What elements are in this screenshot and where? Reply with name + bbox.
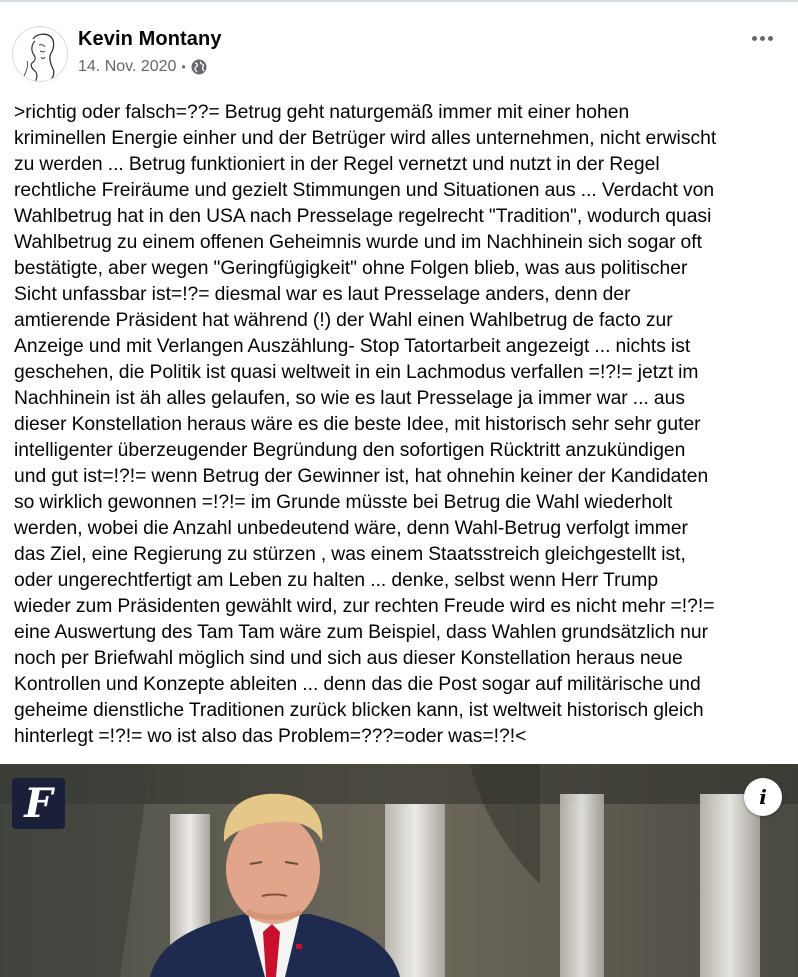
more-dot [768, 36, 773, 41]
post-text-line: noch per Briefwahl möglich sind und sich aus dieser Konstellation heraus neue [14, 648, 683, 669]
post-text-line: Sicht unfassbar ist=!?= diesmal war es laut Presselage anders, denn der [14, 284, 631, 305]
post-text-line: hinterlegt =!?!= wo ist also das Problem=???=oder was=!?!< [14, 726, 527, 747]
post-text-line: eine Auswertung des Tam Tam wäre zum Beispiel, dass Wahlen grundsätzlich nur [14, 622, 709, 643]
post-text-line: das Ziel, eine Regierung zu stürzen , was einem Staatsstreich gleichgestellt ist, [14, 544, 686, 565]
post-text-line: werden, wobei die Anzahl unbedeutend wäre, denn Wahl-Betrug verfolgt immer [14, 518, 688, 539]
author-name[interactable]: Kevin Montany [78, 28, 222, 50]
more-options-button[interactable] [742, 22, 782, 54]
post-text-line: Kontrollen und Konzepte ableiten ... denn das die Post sogar auf militärische und [14, 674, 701, 695]
post-text-line: und gut ist=!?!= wenn Betrug der Gewinner ist, hat ohnehin keiner der Kandidaten [14, 466, 709, 487]
post-text [14, 100, 790, 750]
globe-icon[interactable] [191, 59, 207, 75]
post-text-line: geheime dienstliche Traditionen zurück blicken kann, ist weltweit historisch gleich [14, 700, 704, 721]
post-text-line: Wahlbetrug zu einem offenen Geheimnis wurde und im Nachhinein sich sogar oft [14, 232, 702, 253]
more-dot [760, 36, 765, 41]
link-preview-image[interactable] [0, 764, 798, 977]
post-text-line: dieser Konstellation heraus wäre es die beste Idee, mit historisch sehr sehr guter [14, 414, 701, 435]
meta-separator: • [181, 60, 186, 74]
post-text-line: Wahlbetrug hat in den USA nach Presselage regelrecht "Tradition", wodurch quasi [14, 206, 712, 227]
post-text-line: geschehen, die Politik ist quasi weltweit in ein Lachmodus verfallen =!?!= jetzt im [14, 362, 699, 383]
post-text-line: oder ungerechtfertigt am Leben zu halten ... denke, selbst wenn Herr Trump [14, 570, 659, 591]
post-text-line: so wirklich gewonnen =!?!= im Grunde müsste bei Betrug die Wahl wiederholt [14, 492, 673, 513]
avatar[interactable] [12, 26, 68, 82]
info-button[interactable]: i [744, 778, 782, 816]
post-text-line: zu werden ... Betrug funktioniert in der Regel vernetzt und nutzt in der Regel [14, 154, 660, 175]
post-date[interactable]: 14. Nov. 2020 [78, 58, 177, 75]
post-text-line: bestätigte, aber wegen "Geringfügigkeit" ohne Folgen blieb, was aus politischer [14, 258, 688, 279]
avatar-sketch-icon [13, 27, 68, 82]
post-meta [78, 56, 207, 78]
post-text-line: rechtliche Freiräume und gezielt Stimmungen und Situationen aus ... Verdacht von [14, 180, 715, 201]
post-text-line: >richtig oder falsch=??= Betrug geht naturgemäß immer mit einer hohen [14, 102, 630, 123]
post-text-line: Anzeige und mit Verlangen Auszählung- Stop Tatortarbeit angezeigt ... nichts ist [14, 336, 691, 357]
trump-photo-illustration [0, 764, 798, 977]
post-text-line: wieder zum Präsidenten gewählt wird, zur rechten Freude wird es nicht mehr =!?!= [14, 596, 715, 617]
more-dot [752, 36, 757, 41]
publisher-logo: F [12, 778, 65, 829]
post-text-line: kriminellen Energie einher und der Betrüger wird alles unternehmen, nicht erwischt [14, 128, 717, 149]
post-text-line: amtierende Präsident hat während (!) der Wahl einen Wahlbetrug de facto zur [14, 310, 673, 331]
post-header [0, 0, 798, 96]
post-text-line: intelligenter überzeugender Begründung den sofortigen Rücktritt anzukündigen [14, 440, 686, 461]
post-text-line: Nachhinein ist äh alles gelaufen, so wie es laut Presselage ja immer war ... aus [14, 388, 685, 409]
